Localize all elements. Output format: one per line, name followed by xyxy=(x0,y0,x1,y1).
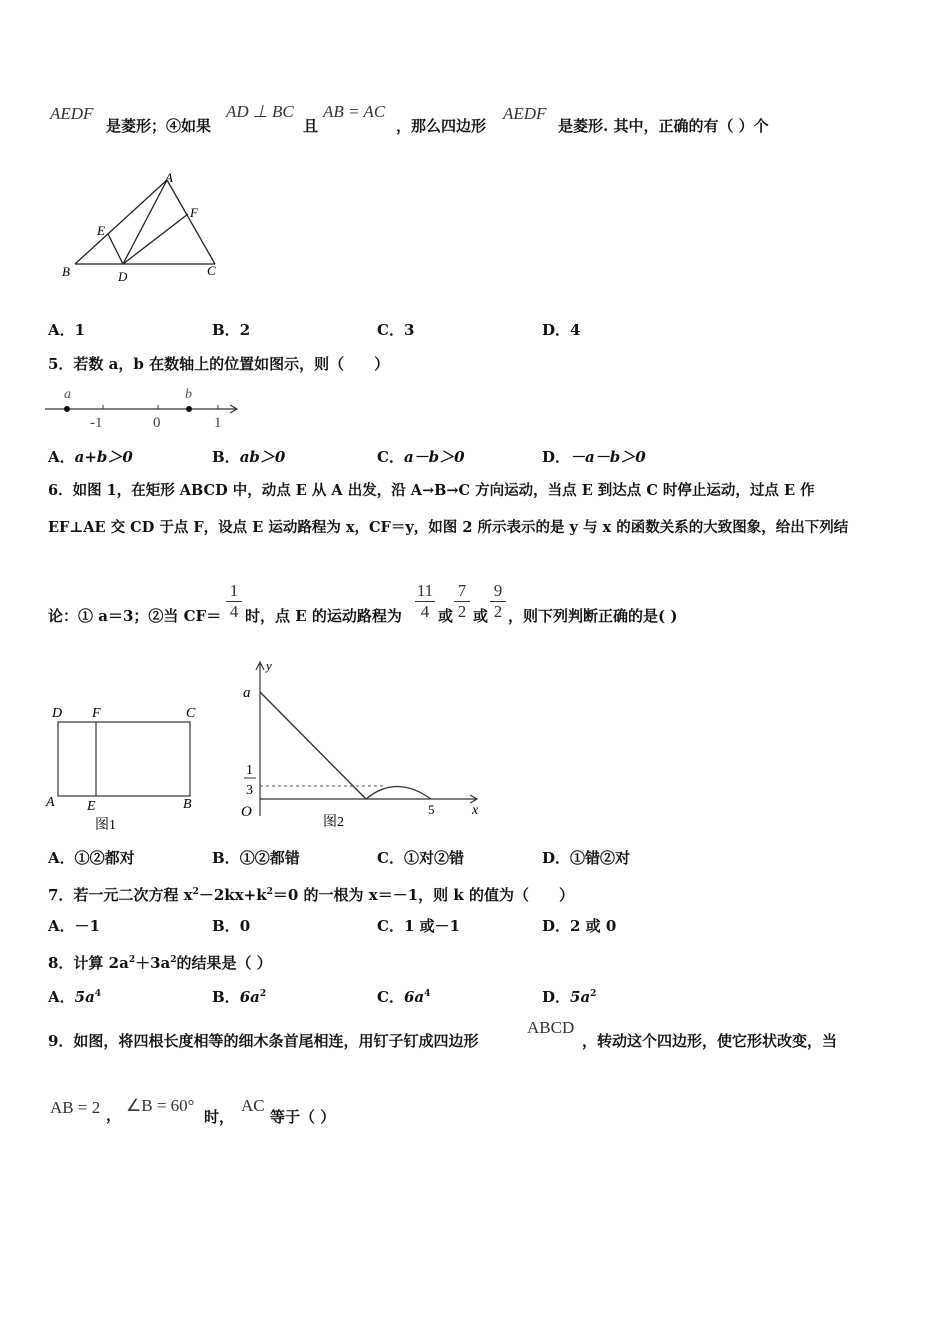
label-d: D xyxy=(118,269,128,284)
label-b: B xyxy=(62,264,70,279)
label-c: C xyxy=(186,706,196,721)
q4-text-2: ，那么四边形 xyxy=(396,117,487,135)
segment-ad xyxy=(123,180,167,264)
tick-0: 0 xyxy=(153,415,161,431)
math-abcd: ABCD xyxy=(527,1018,575,1037)
graph-line-segment xyxy=(260,692,366,799)
q6-line-3b: 时，点 E 的运动路程为 xyxy=(245,607,402,625)
q4-option-c[interactable]: C．3 xyxy=(377,321,415,339)
q8-option-d[interactable]: D．$5a^2$ xyxy=(542,988,597,1006)
q8-option-a[interactable]: A．$5a^4$ xyxy=(48,988,102,1006)
q8-option-c[interactable]: C．$6a^4$ xyxy=(377,988,431,1006)
q6-or-2: 或 xyxy=(473,607,489,625)
label-b: b xyxy=(185,387,192,402)
label-c: C xyxy=(207,263,216,278)
fraction-11-4: 11 4 xyxy=(416,581,434,621)
q6-figure-2-graph xyxy=(238,656,488,836)
label-five: 5 xyxy=(428,802,435,817)
graph-arc xyxy=(366,787,431,800)
segment-ab xyxy=(75,180,167,264)
label-a: A xyxy=(46,795,55,810)
q6-line-3c: ，则下列判断正确的是( ) xyxy=(508,607,678,625)
label-y: y xyxy=(266,658,272,673)
q9-line-1a: 9．如图，将四根长度相等的细木条首尾相连，用钉子钉成四边形 xyxy=(48,1032,479,1050)
q5-option-a[interactable]: A．a+b＞0 xyxy=(48,448,133,466)
math-aedf-2: AEDF xyxy=(503,104,547,123)
label-one-third-den: 3 xyxy=(246,783,253,798)
q6-line-2: EF⊥AE 交 CD 于点 F，设点 E 运动路程为 x，CF＝y，如图 2 所示表示的是 y 与 x 的函数关系的大致图象，给出下列结 xyxy=(48,519,849,536)
q6-option-d[interactable]: D．①错②对 xyxy=(542,849,631,867)
label-d: D xyxy=(52,706,63,721)
label-f: F xyxy=(190,205,198,220)
q7-stem: 7．若一元二次方程 $x^2-2kx+k^2=0$ 的一根为 x＝－1，则 k 的值为（ ） xyxy=(48,886,574,904)
tick-minus-1: -1 xyxy=(90,415,103,431)
q8-option-b[interactable]: B．$6a^2$ xyxy=(212,988,267,1006)
q4-option-b[interactable]: B．2 xyxy=(212,321,251,339)
math-ac: AC xyxy=(241,1096,265,1115)
caption-figure-2: 图2 xyxy=(323,815,344,830)
math-angle-b-60: ∠B = 60° xyxy=(126,1096,195,1115)
q5-option-c[interactable]: C．a－b＞0 xyxy=(377,448,465,466)
q9-line-1b: ，转动这个四边形，使它形状改变，当 xyxy=(582,1032,838,1050)
label-one-third-num: 1 xyxy=(246,763,253,778)
point-a xyxy=(64,406,70,412)
math-ad-perp-bc: AD ⊥ BC xyxy=(226,102,294,121)
q6-figure-1-rectangle xyxy=(40,700,210,835)
q4-text-1: 是菱形；④如果 xyxy=(106,117,212,135)
q4-triangle-figure xyxy=(55,168,235,286)
fraction-1-4: 1 4 xyxy=(224,582,244,621)
q6-or-1: 或 xyxy=(438,607,454,625)
q7-option-d[interactable]: D．2 或 0 xyxy=(542,917,617,935)
q6-option-c[interactable]: C．①对②错 xyxy=(377,849,464,867)
q4-and: 且 xyxy=(303,117,319,135)
point-b xyxy=(186,406,192,412)
tick-1: 1 xyxy=(214,415,222,431)
label-a: a xyxy=(64,387,71,402)
label-a: A xyxy=(165,170,173,185)
fraction-7-2: 7 2 xyxy=(452,582,472,621)
q9-line-2b: 等于（ ） xyxy=(270,1108,336,1126)
label-a: a xyxy=(243,685,251,701)
q4-text-3: 是菱形. 其中，正确的有（ ）个 xyxy=(558,117,769,135)
q5-number-line xyxy=(40,384,250,434)
q5-option-d[interactable]: D．－a－b＞0 xyxy=(542,448,646,466)
rectangle-abcd xyxy=(58,722,190,796)
q6-line-3a: 论：① a＝3；②当 CF＝ xyxy=(48,607,222,625)
q5-option-b[interactable]: B．ab＞0 xyxy=(212,448,286,466)
caption-figure-1: 图1 xyxy=(95,818,116,833)
segment-df xyxy=(123,214,188,264)
q7-option-a[interactable]: A．－1 xyxy=(48,917,101,935)
label-origin: O xyxy=(241,804,252,820)
q9-line-2a: 时， xyxy=(204,1108,235,1126)
q9-comma: ， xyxy=(106,1106,122,1124)
q4-option-d[interactable]: D．4 xyxy=(542,321,581,339)
segment-ac xyxy=(167,180,215,264)
label-e: E xyxy=(97,223,105,238)
label-x: x xyxy=(472,803,479,818)
q4-option-a[interactable]: A．1 xyxy=(48,321,86,339)
math-aedf-1: AEDF xyxy=(50,104,94,123)
q5-stem: 5．若数 a，b 在数轴上的位置如图示，则（ ） xyxy=(48,355,390,373)
label-e: E xyxy=(87,799,96,814)
label-b: B xyxy=(183,797,192,812)
q7-option-b[interactable]: B．0 xyxy=(212,917,251,935)
segment-ed xyxy=(108,234,123,264)
q8-stem: 8．计算 $2a^2+3a^2$的结果是（ ） xyxy=(48,954,272,972)
q6-option-a[interactable]: A．①②都对 xyxy=(48,849,135,867)
math-ab-eq-ac: AB = AC xyxy=(323,102,386,121)
math-ab-eq-2: AB = 2 xyxy=(50,1098,101,1117)
fraction-9-2: 9 2 xyxy=(488,582,508,621)
q7-option-c[interactable]: C．1 或－1 xyxy=(377,917,461,935)
label-f: F xyxy=(92,706,101,721)
q6-line-1: 6．如图 1，在矩形 ABCD 中，动点 E 从 A 出发，沿 A→B→C 方向运动，当点 E 到达点 C 时停止运动，过点 E 作 xyxy=(48,482,815,499)
q6-option-b[interactable]: B．①②都错 xyxy=(212,849,300,867)
